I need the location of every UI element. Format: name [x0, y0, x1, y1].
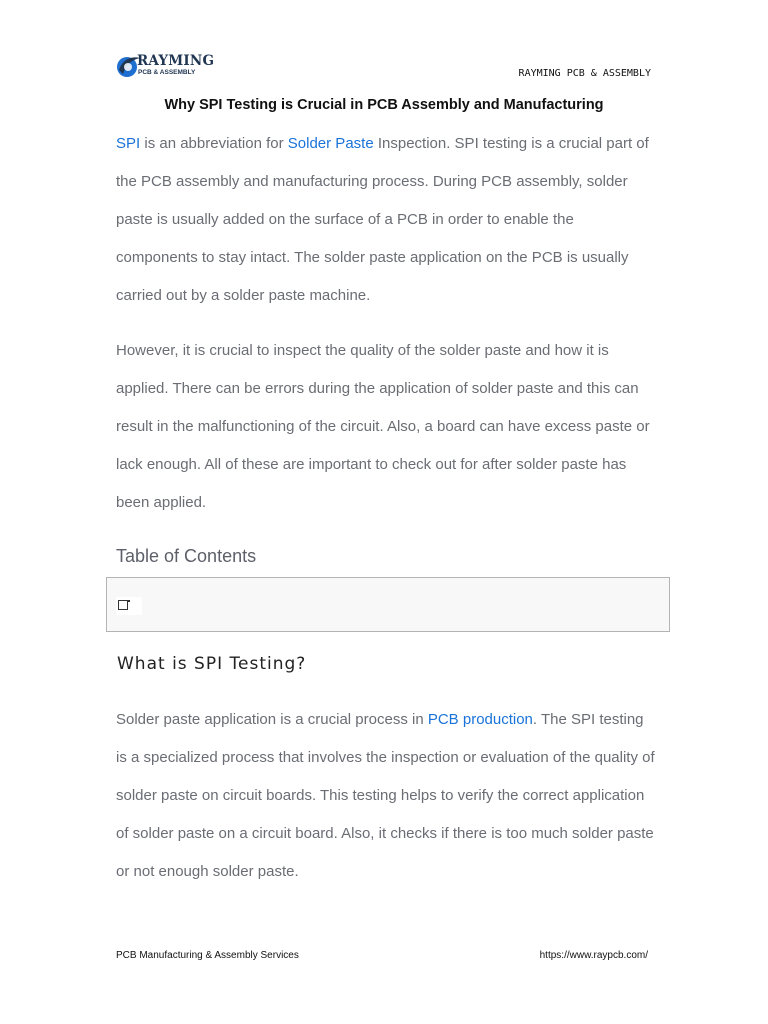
pcb-production-link[interactable]: PCB production — [427, 711, 533, 728]
logo-subtitle: PCB & ASSEMBLY — [138, 69, 196, 76]
document-title: Why SPI Testing is Crucial in PCB Assembly and Manufacturing — [164, 97, 604, 113]
toc-heading: Table of Contents — [116, 546, 257, 566]
logo-name: RAYMING — [137, 53, 215, 69]
section-text-part-1: Solder paste application is a crucial process in — [116, 711, 428, 728]
company-logo — [115, 52, 225, 82]
intro-paragraph — [116, 125, 656, 315]
header-company-name: RAYMING PCB & ASSEMBLY — [518, 68, 651, 79]
footer-services-text: PCB Manufacturing & Assembly Services — [116, 950, 299, 961]
intro-text-part-1: is an abbreviation for — [140, 135, 288, 152]
solder-paste-link[interactable]: Solder Paste — [287, 135, 374, 152]
toc-toggle-icon — [118, 600, 128, 610]
spi-link[interactable]: SPI — [116, 135, 141, 152]
section-text-part-2: . The SPI testing is a specialized process that involves the inspection or evaluation of the quality of solder paste on circuit boards. This testing helps to verify the correct application of solder paste on a circuit board. Also, it checks if there is too much solder paste or not enough solder paste. — [116, 711, 655, 880]
section-paragraph — [116, 701, 656, 891]
inspection-paragraph: However, it is crucial to inspect the quality of the solder paste and how it is applied. There can be errors during the application of solder paste and this can result in the malfunctioning of the circuit. Also, a board can have excess paste or lack enough. All of these are important to check out for after solder paste has been applied. — [116, 342, 650, 511]
section-heading: What is SPI Testing? — [117, 654, 307, 674]
footer-url[interactable]: https://www.raypcb.com/ — [539, 950, 648, 961]
toc-toggle-button[interactable] — [116, 597, 142, 615]
intro-text-part-2: Inspection. SPI testing is a crucial part of the PCB assembly and manufacturing process. During PCB assembly, solder paste is usually added on the surface of a PCB in order to enable the components to stay intact. The solder paste application on the PCB is usually carried out by a solder paste machine. — [116, 135, 649, 304]
toc-container — [106, 577, 670, 632]
